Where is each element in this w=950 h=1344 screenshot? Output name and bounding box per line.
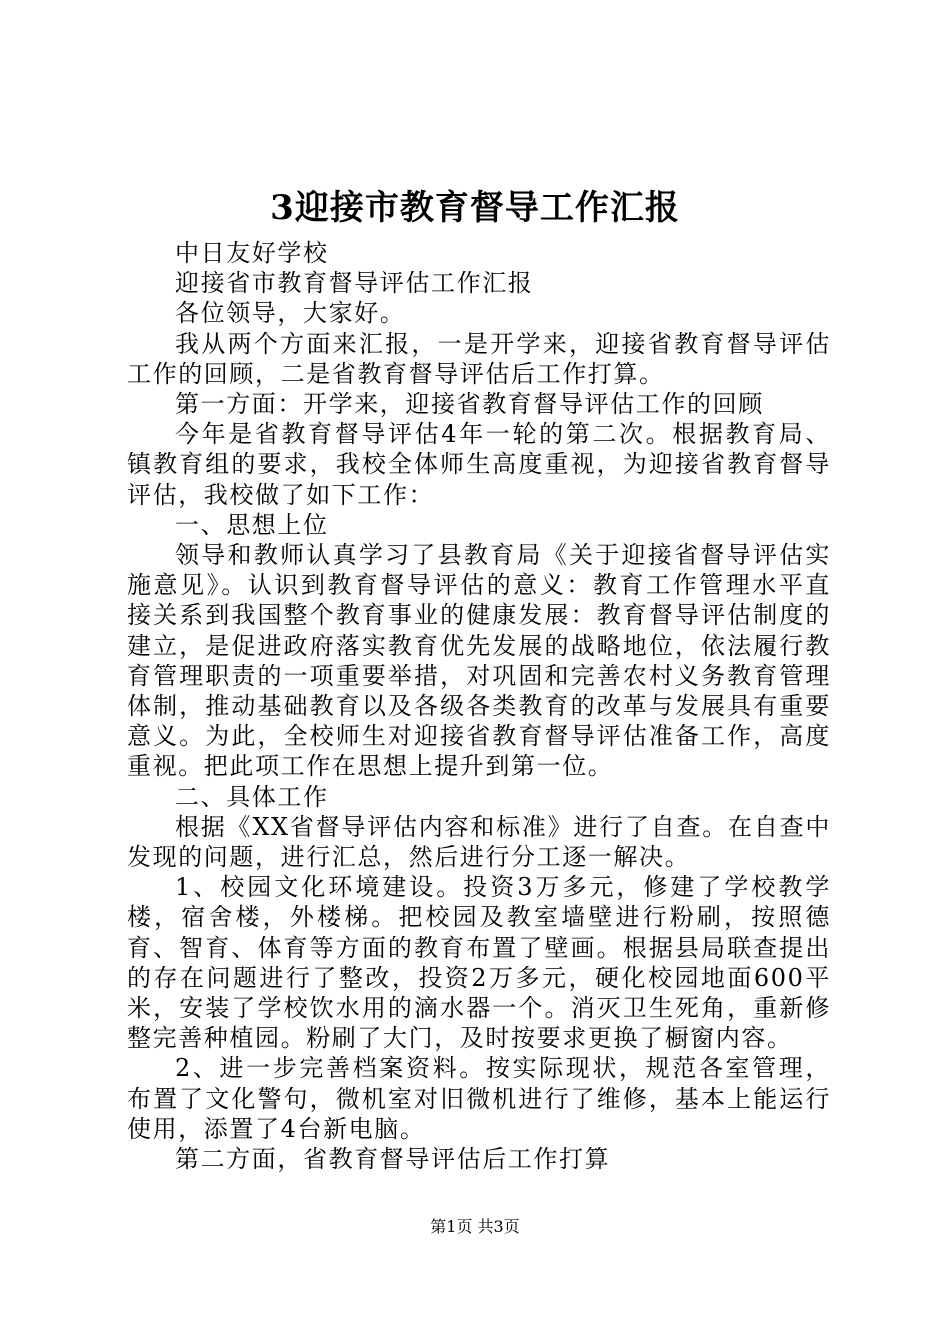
section-heading-part-one: 第一方面：开学来，迎接省教育督导评估工作的回顾 [175,390,764,419]
paragraph-self-check: 根据《XX省督导评估内容和标准》进行了自查。在自查中发现的问题，进行汇总，然后进行分工逐一解决。 [127,812,831,872]
paragraph-background: 今年是省教育督导评估4年一轮的第二次。根据教育局、镇教育组的要求，我校全体师生高度重视，为迎接省教育督导评估，我校做了如下工作： [127,420,831,509]
section-heading-part-two: 第二方面，省教育督导评估后工作打算 [175,1145,611,1174]
paragraph-school-name: 中日友好学校 [175,239,329,267]
paragraph-archives: 2、进一步完善档案资料。按实际现状，规范各室管理，布置了文化警句，微机室对旧微机进行了维修，基本上能运行使用，添置了4台新电脑。 [127,1054,831,1143]
paragraph-thinking: 领导和教师认真学习了县教育局《关于迎接省督导评估实施意见》。认识到教育督导评估的意义：教育工作管理水平直接关系到我国整个教育事业的健康发展：教育督导评估制度的建立，是促进政府落实教育优先发展的战略地位，依法履行教育管理职责的一项重要举措，对巩固和完善农村义务教育管理体制，推动基础教育以及各级各类教育的改革与发展具有重要意义。为此，全校师生对迎接省教育督导评估准备工作，高度重视。把此项工作在思想上提升到第一位。 [127,541,831,781]
paragraph-greeting: 各位领导，大家好。 [175,299,406,328]
paragraph-campus-culture: 1、校园文化环境建设。投资3万多元，修建了学校教学楼，宿舍楼，外楼梯。把校园及教室墙壁进行粉刷，按照德育、智育、体育等方面的教育布置了壁画。根据县局联查提出的存在问题进行了整改，投资2万多元，硬化校园地面600平米，安装了学校饮水用的滴水器一个。消灭卫生死角，重新修整完善种植园。粉刷了大门，及时按要求更换了橱窗内容。 [127,873,831,1053]
document-body [127,238,831,1174]
section-heading-specific-work: 二、具体工作 [175,782,329,811]
section-heading-thinking: 一、思想上位 [175,510,329,539]
page-footer: 第1页 共3页 [430,1217,520,1236]
paragraph-intro: 我从两个方面来汇报，一是开学来，迎接省教育督导评估工作的回顾，二是省教育督导评估后工作打算。 [127,329,831,388]
document-title: 3迎接市教育督导工作汇报 [270,188,680,228]
paragraph-report-subtitle: 迎接省市教育督导评估工作汇报 [175,269,534,298]
